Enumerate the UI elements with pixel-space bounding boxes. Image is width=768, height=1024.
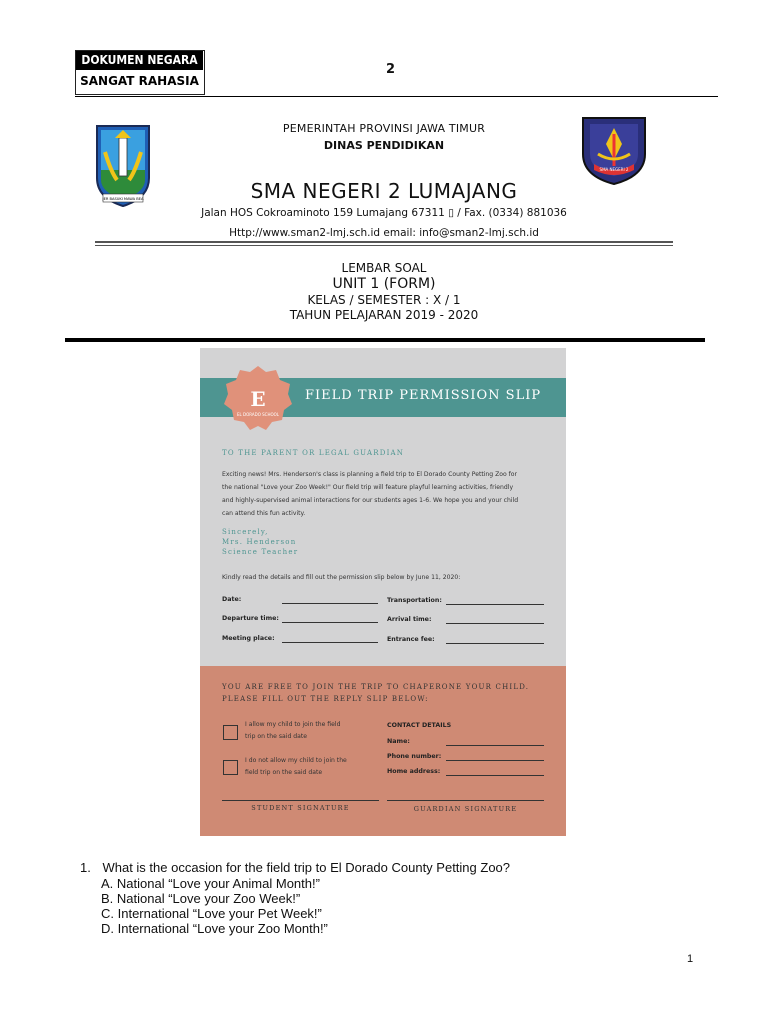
slip-disallow-checkbox: [223, 760, 238, 775]
slip-field-line: [446, 643, 544, 644]
slip-field-line: [446, 760, 544, 761]
school-address: Jalan HOS Cokroaminoto 159 Lumajang 67311 ▯ / Fax. (0334) 881036: [201, 207, 567, 219]
question-1: [80, 860, 510, 875]
slip-allow-text: I allow my child to join the field: [245, 721, 341, 728]
slip-to: TO THE PARENT OR LEGAL GUARDIAN: [222, 449, 405, 457]
left-emblem-motto: JER BASUKI MAWA BEA: [102, 197, 144, 201]
answer-option-a: A. National “Love your Animal Month!”: [101, 876, 320, 891]
classification-line1: DOKUMEN NEGARA: [76, 51, 203, 70]
answer-option-d: D. International “Love your Zoo Month!”: [101, 921, 328, 936]
header-gov: PEMERINTAH PROVINSI JAWA TIMUR: [282, 122, 486, 135]
slip-signature-line: [222, 800, 379, 801]
slip-field-transport: Transportation:: [387, 597, 442, 604]
slip-field-line: [446, 604, 544, 605]
badge-letter: E: [250, 387, 266, 411]
slip-field-date: Date:: [222, 596, 242, 603]
answer-option-c: C. International “Love your Pet Week!”: [101, 906, 322, 921]
slip-field-line: [446, 775, 544, 776]
page-bottom-number: 1: [687, 953, 694, 965]
slip-contact-address: Home address:: [387, 768, 441, 775]
east-java-emblem-icon: [93, 122, 153, 210]
school-badge-icon: [222, 364, 294, 436]
page-top-number: 2: [386, 62, 396, 77]
right-emblem-text: SMA NEGERI 2: [599, 167, 629, 172]
header-rule-2: [95, 245, 673, 246]
slip-guardian-signature: GUARDIAN SIGNATURE: [413, 805, 518, 813]
slip-field-line: [282, 622, 378, 623]
question-text: What is the occasion for the field trip to El Dorado County Petting Zoo?: [102, 860, 511, 875]
answer-option-b: B. National “Love your Zoo Week!”: [101, 891, 301, 906]
slip-para-line: can attend this fun activity.: [222, 510, 306, 517]
title-line3: KELAS / SEMESTER : X / 1: [307, 293, 461, 307]
slip-contact-name: Name:: [387, 738, 410, 745]
slip-field-departure: Departure time:: [222, 615, 279, 622]
badge-text: EL DORADO SCHOOL: [237, 412, 279, 417]
slip-title: FIELD TRIP PERMISSION SLIP: [305, 388, 542, 403]
slip-field-meeting: Meeting place:: [222, 635, 275, 642]
classification-line2: SANGAT RAHASIA: [80, 74, 199, 88]
slip-field-line: [446, 623, 544, 624]
header-dept: DINAS PENDIDIKAN: [323, 139, 445, 152]
title-line1: LEMBAR SOAL: [341, 261, 427, 275]
slip-reply-heading2: PLEASE FILL OUT THE REPLY SLIP BELOW:: [222, 695, 429, 703]
slip-field-arrival: Arrival time:: [387, 616, 432, 623]
slip-reply-heading1: YOU ARE FREE TO JOIN THE TRIP TO CHAPERONE YOUR CHILD.: [222, 683, 530, 691]
question-number: 1.: [80, 860, 91, 875]
slip-sign-line: Science Teacher: [222, 548, 299, 556]
header-rule-1: [95, 241, 673, 243]
slip-field-line: [282, 642, 378, 643]
slip-disallow-text: I do not allow my child to join the: [245, 757, 347, 764]
top-rule: [75, 96, 718, 97]
slip-allow-text: trip on the said date: [245, 733, 308, 740]
slip-contact-phone: Phone number:: [387, 753, 442, 760]
school-web: Http://www.sman2-lmj.sch.id email: info@sman2-lmj.sch.id: [229, 227, 539, 239]
slip-instruction: Kindly read the details and fill out the permission slip below by June 11, 2020:: [222, 574, 461, 581]
slip-para-line: Exciting news! Mrs. Henderson's class is planning a field trip to El Dorado County Petting Zoo for: [222, 471, 518, 478]
slip-sign-line: Sincerely,: [222, 528, 269, 536]
slip-field-fee: Entrance fee:: [387, 636, 435, 643]
title-line2: UNIT 1 (FORM): [332, 276, 436, 292]
title-line4: TAHUN PELAJARAN 2019 - 2020: [289, 308, 479, 322]
slip-signature-line: [387, 800, 544, 801]
school-name: SMA NEGERI 2 LUMAJANG: [250, 179, 518, 203]
slip-field-line: [446, 745, 544, 746]
slip-para-line: and highly-supervised animal interactions for our students ages 1-6. We hope you and your child: [222, 497, 519, 504]
slip-para-line: the national "Love your Zoo Week!" Our field trip will feature playful learning activities, friendly: [222, 484, 514, 491]
slip-sign-line: Mrs. Henderson: [222, 538, 297, 546]
slip-disallow-text: field trip on the said date: [245, 769, 323, 776]
slip-field-line: [282, 603, 378, 604]
permission-slip-image: [200, 348, 566, 836]
slip-allow-checkbox: [223, 725, 238, 740]
thick-rule: [65, 338, 705, 342]
slip-student-signature: STUDENT SIGNATURE: [251, 804, 350, 812]
slip-contact-heading: CONTACT DETAILS: [387, 722, 452, 729]
